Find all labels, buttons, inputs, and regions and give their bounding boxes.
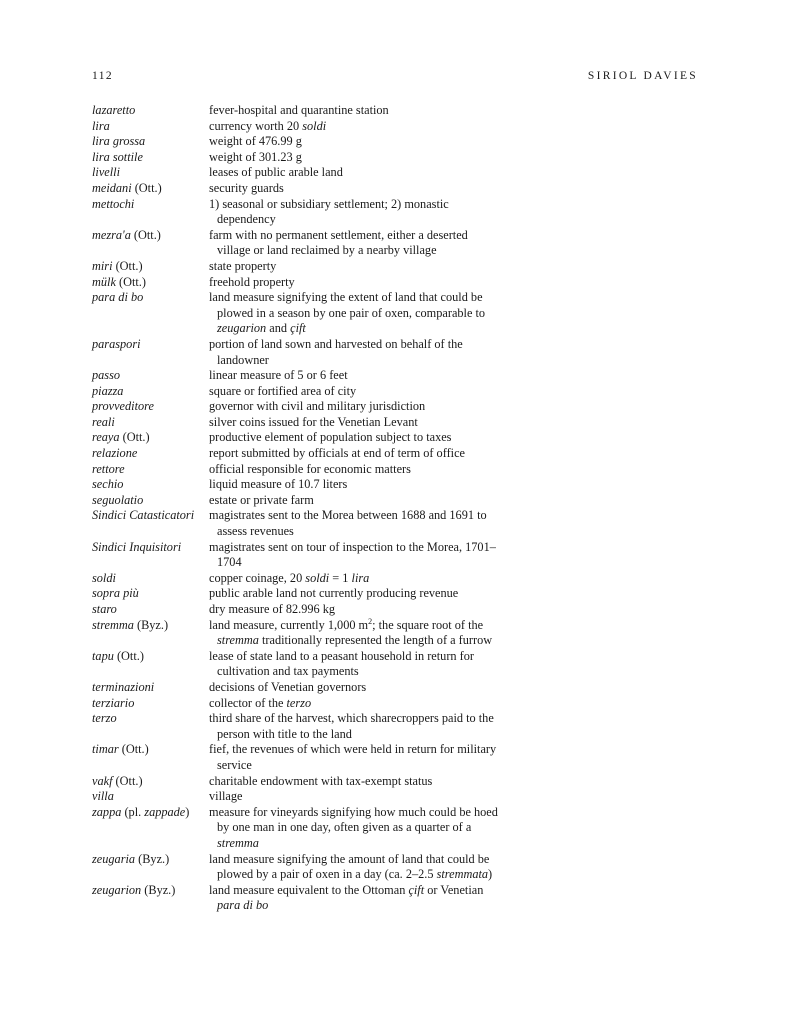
term-word: zeugaria — [92, 851, 136, 866]
definition-segment: public arable land not currently producing revenue — [209, 586, 459, 601]
definition-segment: governor with civil and military jurisdiction — [209, 399, 426, 414]
term-word: tapu — [92, 648, 114, 663]
glossary-definition — [209, 602, 502, 618]
term-word: zappa — [92, 804, 122, 819]
definition-segment: state property — [209, 258, 277, 273]
glossary-entry — [92, 446, 502, 462]
glossary-term — [92, 337, 209, 353]
glossary-definition — [209, 368, 502, 384]
definition-segment: land measure, currently 1,000 m — [209, 617, 369, 632]
glossary-definition — [209, 508, 502, 539]
glossary-definition — [209, 197, 502, 228]
definition-italic-segment: çift — [408, 882, 425, 897]
definition-segment: official responsible for economic matters — [209, 461, 411, 476]
glossary-definition — [209, 805, 502, 852]
glossary-definition — [209, 415, 502, 431]
term-word: lira — [92, 118, 110, 133]
term-word: mettochi — [92, 196, 135, 211]
term-word: reaya — [92, 430, 120, 445]
term-word: seguolatio — [92, 492, 144, 507]
term-word: terziario — [92, 695, 135, 710]
term-word: mezra'a — [92, 227, 131, 242]
glossary-entry — [92, 259, 502, 275]
glossary-term — [92, 649, 209, 665]
definition-segment: ) — [488, 867, 493, 882]
glossary-definition — [209, 852, 502, 883]
glossary-entry — [92, 493, 502, 509]
glossary-term — [92, 415, 209, 431]
page-header — [92, 70, 698, 86]
definition-segment: = 1 — [329, 570, 352, 585]
glossary-definition — [209, 742, 502, 773]
glossary-entry — [92, 150, 502, 166]
glossary-entry — [92, 586, 502, 602]
glossary-definition — [209, 680, 502, 696]
term-word: vakf — [92, 773, 113, 788]
definition-segment: land measure signifying the amount of land that could be plowed by a pair of oxen in a day (ca. 2–2.5 — [209, 851, 490, 882]
term-word: lira sottile — [92, 149, 143, 164]
glossary-entry — [92, 368, 502, 384]
term-word: relazione — [92, 446, 138, 461]
term-word: mülk — [92, 274, 116, 289]
glossary-definition — [209, 150, 502, 166]
glossary-definition — [209, 540, 502, 571]
glossary-term — [92, 430, 209, 446]
glossary-entry — [92, 883, 502, 914]
definition-segment: decisions of Venetian governors — [209, 679, 367, 694]
glossary-term — [92, 618, 209, 634]
glossary-term — [92, 181, 209, 197]
glossary-term — [92, 228, 209, 244]
term-word: terminazioni — [92, 679, 155, 694]
definition-segment: currency worth 20 — [209, 118, 303, 133]
term-origin: (Ott.) — [119, 430, 150, 445]
glossary-entry — [92, 618, 502, 649]
definition-segment: magistrates sent on tour of inspection to the Morea, 1701–1704 — [209, 539, 496, 570]
glossary-term — [92, 165, 209, 181]
glossary-definition — [209, 571, 502, 587]
glossary-entry — [92, 805, 502, 852]
definition-segment: fief, the revenues of which were held in return for military service — [209, 742, 497, 772]
glossary-term — [92, 446, 209, 462]
definition-segment: security guards — [209, 180, 284, 195]
definition-italic-segment: soldi — [302, 118, 327, 133]
definition-italic-segment: stremma — [217, 835, 259, 850]
glossary-entry — [92, 228, 502, 259]
glossary-entry — [92, 399, 502, 415]
glossary-definition — [209, 477, 502, 493]
glossary-term — [92, 602, 209, 618]
glossary-definition — [209, 711, 502, 742]
glossary-definition — [209, 290, 502, 337]
glossary-definition — [209, 134, 502, 150]
glossary-term — [92, 290, 209, 306]
glossary-entry — [92, 290, 502, 337]
glossary-term — [92, 197, 209, 213]
term-origin: (Ott.) — [131, 180, 162, 195]
glossary-term — [92, 586, 209, 602]
definition-segment: square or fortified area of city — [209, 383, 357, 398]
term-origin: (Ott.) — [115, 274, 146, 289]
definition-italic-segment: lira — [351, 570, 370, 585]
definition-segment: liquid measure of 10.7 liters — [209, 477, 348, 492]
glossary-term — [92, 275, 209, 291]
glossary-term — [92, 680, 209, 696]
page-number: 112 — [92, 70, 113, 82]
definition-segment: portion of land sown and harvested on behalf of the landowner — [209, 336, 463, 367]
definition-segment: fever-hospital and quarantine station — [209, 103, 389, 117]
definition-segment: or Venetian — [424, 882, 484, 897]
glossary-entry — [92, 415, 502, 431]
definition-segment: charitable endowment with tax-exempt status — [209, 773, 433, 788]
glossary-entry — [92, 789, 502, 805]
term-word: miri — [92, 258, 113, 273]
term-word: para di bo — [92, 290, 144, 305]
term-word: paraspori — [92, 336, 141, 351]
definition-segment: land measure signifying the extent of land that could be plowed in a season by one pair of oxen, comparable to — [209, 290, 486, 320]
glossary-definition — [209, 430, 502, 446]
term-origin: (Byz.) — [133, 617, 169, 632]
definition-italic-segment: stremmata — [436, 867, 489, 882]
glossary-entry — [92, 602, 502, 618]
glossary-term — [92, 508, 209, 524]
glossary-entry — [92, 540, 502, 571]
glossary-definition — [209, 696, 502, 712]
definition-segment: report submitted by officials at end of term of office — [209, 446, 465, 461]
glossary-definition — [209, 384, 502, 400]
term-origin: (Byz.) — [141, 882, 176, 897]
glossary-entry — [92, 477, 502, 493]
glossary-definition — [209, 228, 502, 259]
glossary-term — [92, 805, 209, 821]
definition-segment: collector of the — [209, 695, 287, 710]
definition-segment: weight of 301.23 g — [209, 149, 302, 164]
glossary-entry — [92, 119, 502, 135]
glossary-entry — [92, 275, 502, 291]
glossary-term — [92, 493, 209, 509]
definition-italic-segment: soldi — [305, 570, 330, 585]
glossary-term — [92, 540, 209, 556]
term-word: sechio — [92, 477, 124, 492]
definition-segment: lease of state land to a peasant household in return for cultivation and tax payments — [209, 648, 474, 679]
definition-segment: traditionally represented the length of a furrow — [258, 633, 493, 648]
definition-segment: leases of public arable land — [209, 165, 343, 180]
definition-italic-segment: çift — [290, 321, 306, 336]
definition-segment: measure for vineyards signifying how much could be hoed by one man in one day, often given as a quarter of a — [209, 804, 498, 835]
glossary-entry — [92, 197, 502, 228]
definition-segment: productive element of population subject to taxes — [209, 430, 452, 445]
glossary-definition — [209, 275, 502, 291]
glossary-entry — [92, 337, 502, 368]
term-word: rettore — [92, 461, 125, 476]
glossary-term — [92, 119, 209, 135]
glossary-term — [92, 103, 209, 119]
glossary-definition — [209, 774, 502, 790]
glossary-entry — [92, 508, 502, 539]
glossary-term — [92, 789, 209, 805]
definition-segment: silver coins issued for the Venetian Levant — [209, 414, 418, 429]
glossary-entry — [92, 696, 502, 712]
term-word: stremma — [92, 617, 134, 632]
glossary-term — [92, 399, 209, 415]
definition-segment: third share of the harvest, which sharecroppers paid to the person with title to the land — [209, 711, 494, 741]
glossary-definition — [209, 462, 502, 478]
glossary-definition — [209, 103, 502, 119]
term-origin: (Ott.) — [130, 227, 161, 242]
term-origin: (Ott.) — [118, 742, 149, 757]
definition-segment: magistrates sent to the Morea between 1688 and 1691 to assess revenues — [209, 508, 487, 539]
term-word: lira grossa — [92, 134, 146, 149]
term-origin: (Ott.) — [112, 258, 143, 273]
glossary-entry — [92, 134, 502, 150]
glossary-definition — [209, 493, 502, 509]
term-origin: (Ott.) — [113, 648, 144, 663]
term-word: reali — [92, 414, 115, 429]
definition-segment: estate or private farm — [209, 492, 314, 507]
glossary-entry — [92, 430, 502, 446]
term-plural: zappade — [144, 804, 186, 819]
glossary-term — [92, 368, 209, 384]
term-word: passo — [92, 368, 121, 383]
term-word: Sindici Catasticatori — [92, 508, 195, 523]
term-word: staro — [92, 602, 117, 616]
term-word: soldi — [92, 570, 116, 585]
term-word: livelli — [92, 165, 120, 180]
glossary-definition — [209, 259, 502, 275]
glossary-term — [92, 696, 209, 712]
running-head: SIRIOL DAVIES — [587, 70, 698, 82]
glossary-term — [92, 462, 209, 478]
term-origin-close: ) — [185, 804, 190, 819]
term-word: sopra più — [92, 586, 139, 601]
definition-segment: farm with no permanent settlement, either a deserted village or land reclaimed by a nearby village — [209, 227, 468, 258]
glossary-definition — [209, 165, 502, 181]
glossary-definition — [209, 789, 502, 805]
definition-segment: dry measure of 82.996 kg — [209, 602, 336, 616]
glossary-entry — [92, 711, 502, 742]
glossary-entry — [92, 181, 502, 197]
glossary-definition — [209, 883, 502, 914]
glossary-definition — [209, 399, 502, 415]
definition-italic-segment: terzo — [286, 695, 312, 710]
glossary-term — [92, 477, 209, 493]
definition-segment: village — [209, 789, 243, 804]
definition-segment: 1) seasonal or subsidiary settlement; 2) monastic dependency — [209, 196, 449, 227]
glossary-entry — [92, 103, 502, 119]
definition-segment: weight of 476.99 g — [209, 134, 302, 149]
glossary-entry — [92, 852, 502, 883]
definition-segment: ; the square root of the — [372, 617, 484, 632]
glossary-definition — [209, 119, 502, 135]
definition-segment: linear measure of 5 or 6 feet — [209, 368, 348, 383]
glossary-term — [92, 711, 209, 727]
glossary-list — [92, 103, 502, 914]
glossary-term — [92, 259, 209, 275]
glossary-term — [92, 571, 209, 587]
definition-segment: and — [266, 321, 291, 336]
glossary-term — [92, 150, 209, 166]
definition-italic-segment: zeugarion — [217, 321, 267, 336]
definition-segment: copper coinage, 20 — [209, 570, 306, 585]
term-word: terzo — [92, 711, 117, 726]
term-word: zeugarion — [92, 882, 142, 897]
definition-segment: land measure equivalent to the Ottoman — [209, 882, 409, 897]
glossary-entry — [92, 774, 502, 790]
term-word: provveditore — [92, 399, 154, 414]
term-word: Sindici Inquisitori — [92, 539, 182, 554]
term-word: villa — [92, 789, 114, 804]
glossary-term — [92, 852, 209, 868]
term-origin: (pl. — [121, 804, 145, 819]
glossary-entry — [92, 462, 502, 478]
glossary-definition — [209, 446, 502, 462]
definition-italic-segment: stremma — [217, 633, 259, 648]
glossary-definition — [209, 337, 502, 368]
definition-segment: 2 — [368, 616, 373, 626]
glossary-term — [92, 774, 209, 790]
term-word: lazaretto — [92, 103, 136, 117]
definition-segment: freehold property — [209, 274, 295, 289]
glossary-definition — [209, 586, 502, 602]
term-origin: (Byz.) — [135, 851, 170, 866]
glossary-term — [92, 134, 209, 150]
term-word: timar — [92, 742, 119, 757]
glossary-definition — [209, 181, 502, 197]
glossary-term — [92, 384, 209, 400]
term-word: piazza — [92, 383, 124, 398]
glossary-definition — [209, 618, 502, 649]
glossary-entry — [92, 742, 502, 773]
definition-italic-segment: para di bo — [217, 898, 269, 913]
glossary-entry — [92, 571, 502, 587]
glossary-term — [92, 883, 209, 899]
glossary-entry — [92, 384, 502, 400]
term-word: meidani — [92, 180, 132, 195]
glossary-definition — [209, 649, 502, 680]
glossary-entry — [92, 165, 502, 181]
glossary-term — [92, 742, 209, 758]
glossary-entry — [92, 680, 502, 696]
term-origin: (Ott.) — [112, 773, 143, 788]
glossary-entry — [92, 649, 502, 680]
